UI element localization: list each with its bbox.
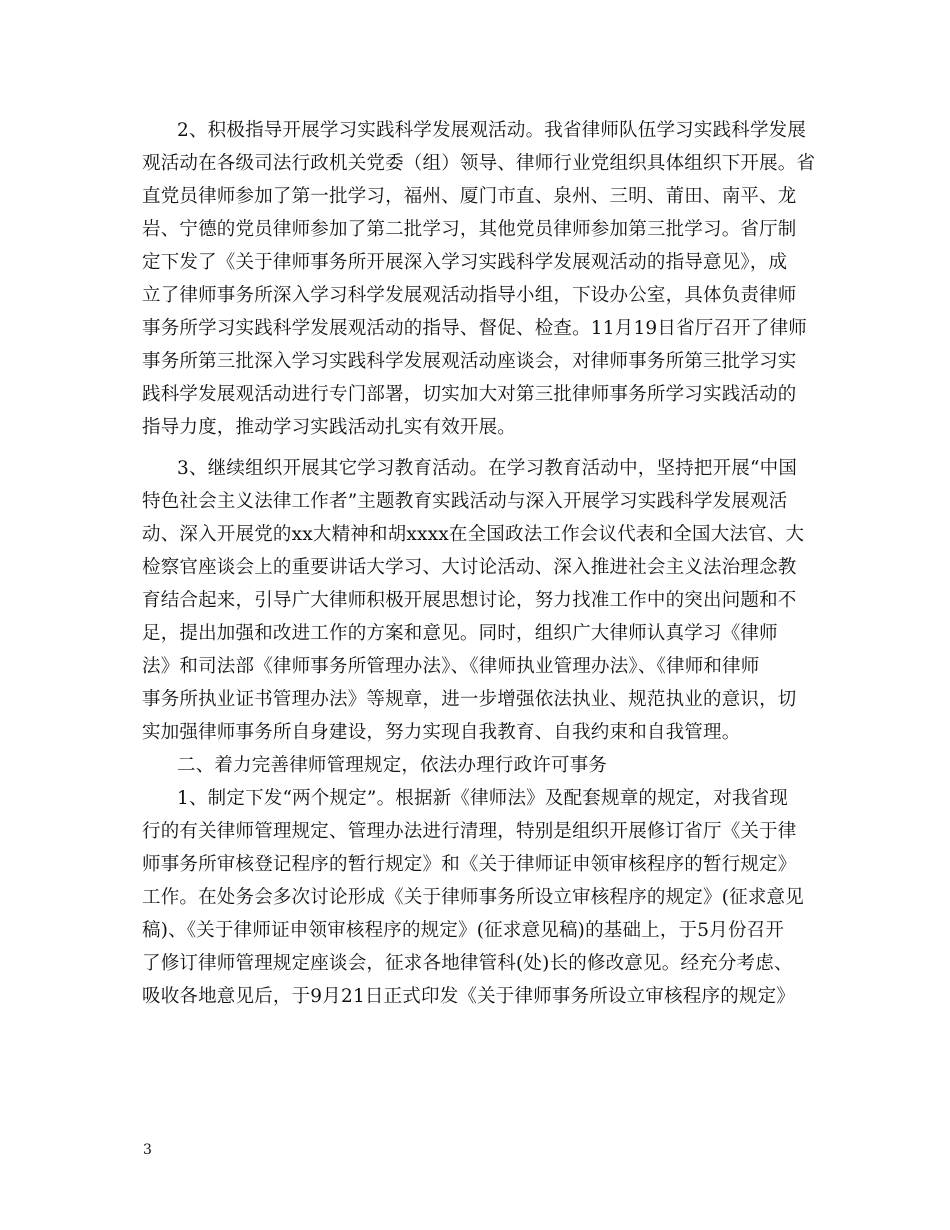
paragraph-line: 法》和司法部《律师事务所管理办法》、《律师执业管理办法》、《律师和律师 [142,656,760,677]
paragraph-line: 吸收各地意见后，于9月21日正式印发《关于律师事务所设立审核程序的规定》 [142,986,796,1007]
paragraph-line: 直党员律师参加了第一批学习，福州、厦门市直、泉州、三明、莆田、南平、龙 [142,186,797,207]
paragraph-line: 定下发了《关于律师事务所开展深入学习实践科学发展观活动的指导意见》，成 [142,252,788,273]
paragraph-line: 事务所执业证书管理办法》等规章，进一步增强依法执业、规范执业的意识，切 [142,689,797,710]
paragraph-line: 育结合起来，引导广大律师积极开展思想讨论，努力找准工作中的突出问题和不 [142,590,797,611]
page-number: 3 [143,1142,152,1158]
paragraph-line: 2、积极指导开展学习实践科学发展观活动。我省律师队伍学习实践科学发展 [177,120,807,141]
paragraph-line: 3、继续组织开展其它学习教育活动。在学习教育活动中，坚持把开展“中国 [177,458,798,479]
paragraph-line: 稿)、《关于律师证申领审核程序的规定》(征求意见稿)的基础上，于5月份召开 [142,920,785,941]
paragraph-line: 事务所学习实践科学发展观活动的指导、督促、检查。11月19日省厅召开了律师 [142,318,807,339]
paragraph-line: 工作。在处务会多次讨论形成《关于律师事务所设立审核程序的规定》(征求意见 [142,887,804,908]
paragraph-line: 行的有关律师管理规定、管理办法进行清理，特别是组织开展修订省厅《关于律 [142,821,797,842]
paragraph-line: 立了律师事务所深入学习科学发展观活动指导小组，下设办公室，具体负责律师 [142,285,797,306]
paragraph-line: 了修订律师管理规定座谈会，征求各地律管科(处)长的修改意见。经充分考虑、 [142,953,793,974]
paragraph-line: 实加强律师事务所自身建设，努力实现自我教育、自我约束和自我管理。 [142,722,741,743]
paragraph-line: 事务所第三批深入学习实践科学发展观活动座谈会，对律师事务所第三批学习实 [142,351,797,372]
paragraph-line: 动、深入开展党的xx大精神和胡xxxx在全国政法工作会议代表和全国大法官、大 [142,524,805,545]
paragraph-line: 践科学发展观活动进行专门部署，切实加大对第三批律师事务所学习实践活动的 [142,384,797,405]
paragraph-line: 观活动在各级司法行政机关党委（组）领导、律师行业党组织具体组织下开展。省 [142,153,816,174]
paragraph-line: 师事务所审核登记程序的暂行规定》和《关于律师证申领审核程序的暂行规定》 [142,854,797,875]
paragraph-line: 检察官座谈会上的重要讲话大学习、大讨论活动、深入推进社会主义法治理念教 [142,557,797,578]
paragraph-line: 指导力度，推动学习实践活动扎实有效开展。 [142,417,517,438]
paragraph-line: 特色社会主义法律工作者”主题教育实践活动与深入开展学习实践科学发展观活 [142,491,788,512]
paragraph-line: 1、制定下发“两个规定”。根据新《律师法》及配套规章的规定，对我省现 [177,788,788,809]
paragraph-line: 岩、宁德的党员律师参加了第二批学习，其他党员律师参加第三批学习。省厅制 [142,219,797,240]
paragraph-line: 足，提出加强和改进工作的方案和意见。同时，组织广大律师认真学习《律师 [142,623,778,644]
section-heading: 二、着力完善律师管理规定，依法办理行政许可事务 [177,755,608,776]
